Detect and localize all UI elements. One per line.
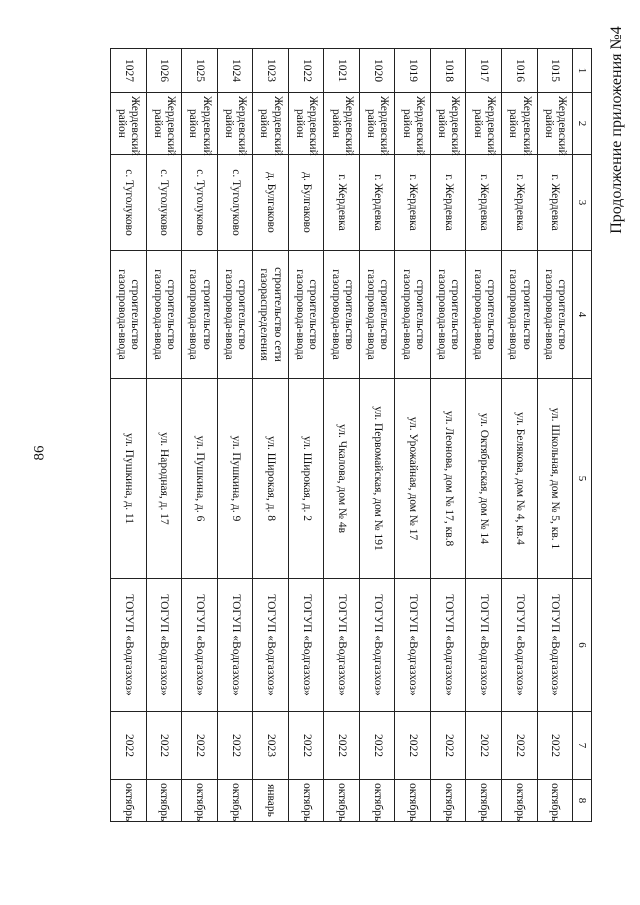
month-cell: январь xyxy=(253,780,289,822)
organization-cell: ТОГУП «Водгазхоз» xyxy=(395,579,431,712)
header-cell: 2 xyxy=(573,93,592,155)
address-cell: ул. Белякова, дом № 4, кв.4 xyxy=(502,379,538,579)
table-body xyxy=(111,49,592,822)
settlement-cell: д. Булгаково xyxy=(253,155,289,251)
table-row xyxy=(359,49,395,822)
work-type-cell: строительство газопровода-ввода xyxy=(395,251,431,379)
organization-cell: ТОГУП «Водгазхоз» xyxy=(502,579,538,712)
settlement-cell: г. Жердевка xyxy=(359,155,395,251)
table-row xyxy=(288,49,324,822)
address-cell: ул. Октябрьская, дом № 14 xyxy=(466,379,502,579)
year-cell: 2022 xyxy=(395,712,431,780)
year-cell: 2022 xyxy=(466,712,502,780)
organization-cell: ТОГУП «Водгазхоз» xyxy=(324,579,360,712)
work-type-cell: строительство газопровода-ввода xyxy=(182,251,218,379)
page-number: 86 xyxy=(31,445,48,461)
address-cell: ул. Урожайная, дом № 17 xyxy=(395,379,431,579)
year-cell: 2022 xyxy=(217,712,253,780)
address-cell: ул. Пушкина, д. 11 xyxy=(111,379,147,579)
settlement-cell: с. Туголуково xyxy=(217,155,253,251)
table-row xyxy=(146,49,182,822)
address-cell: ул. Пушкина, д. 9 xyxy=(217,379,253,579)
settlement-cell: г. Жердевка xyxy=(324,155,360,251)
month-cell: октябрь xyxy=(324,780,360,822)
header-cell: 6 xyxy=(573,579,592,712)
month-cell: октябрь xyxy=(146,780,182,822)
year-cell: 2022 xyxy=(288,712,324,780)
settlement-cell: г. Жердевка xyxy=(430,155,466,251)
year-cell: 2023 xyxy=(253,712,289,780)
row-number-cell: 1020 xyxy=(359,49,395,93)
month-cell: октябрь xyxy=(430,780,466,822)
work-type-cell: строительство газопровода-ввода xyxy=(324,251,360,379)
settlement-cell: г. Жердевка xyxy=(502,155,538,251)
organization-cell: ТОГУП «Водгазхоз» xyxy=(111,579,147,712)
month-cell: октябрь xyxy=(359,780,395,822)
settlement-cell: д. Булгаково xyxy=(288,155,324,251)
table-row xyxy=(324,49,360,822)
table-row xyxy=(430,49,466,822)
district-cell: Жердевский район xyxy=(324,93,360,155)
table-row xyxy=(466,49,502,822)
table-row xyxy=(395,49,431,822)
table-row xyxy=(253,49,289,822)
settlement-cell: г. Жердевка xyxy=(537,155,573,251)
appendix-table xyxy=(110,48,592,822)
table-row xyxy=(111,49,147,822)
table-row xyxy=(182,49,218,822)
table-row xyxy=(502,49,538,822)
work-type-cell: строительство газопровода-ввода xyxy=(430,251,466,379)
table-row xyxy=(537,49,573,822)
row-number-cell: 1019 xyxy=(395,49,431,93)
header-cell: 1 xyxy=(573,49,592,93)
table-row xyxy=(217,49,253,822)
row-number-cell: 1015 xyxy=(537,49,573,93)
row-number-cell: 1025 xyxy=(182,49,218,93)
work-type-cell: строительство газопровода-ввода xyxy=(537,251,573,379)
district-cell: Жердевский район xyxy=(502,93,538,155)
row-number-cell: 1026 xyxy=(146,49,182,93)
district-cell: Жердевский район xyxy=(430,93,466,155)
row-number-cell: 1024 xyxy=(217,49,253,93)
row-number-cell: 1021 xyxy=(324,49,360,93)
address-cell: ул. Чкалова, дом № 4в xyxy=(324,379,360,579)
settlement-cell: с. Туголуково xyxy=(146,155,182,251)
organization-cell: ТОГУП «Водгазхоз» xyxy=(466,579,502,712)
district-cell: Жердевский район xyxy=(395,93,431,155)
header-cell: 4 xyxy=(573,251,592,379)
work-type-cell: строительство газопровода-ввода xyxy=(359,251,395,379)
organization-cell: ТОГУП «Водгазхоз» xyxy=(253,579,289,712)
district-cell: Жердевский район xyxy=(217,93,253,155)
organization-cell: ТОГУП «Водгазхоз» xyxy=(359,579,395,712)
district-cell: Жердевский район xyxy=(146,93,182,155)
work-type-cell: строительство сети газораспределения xyxy=(253,251,289,379)
continuation-title: Продолжение приложения №4 xyxy=(608,26,625,234)
organization-cell: ТОГУП «Водгазхоз» xyxy=(146,579,182,712)
address-cell: ул. Пушкина, д. 6 xyxy=(182,379,218,579)
year-cell: 2022 xyxy=(430,712,466,780)
appendix-table-wrapper xyxy=(110,48,592,821)
district-cell: Жердевский район xyxy=(288,93,324,155)
settlement-cell: с. Туголуково xyxy=(182,155,218,251)
settlement-cell: г. Жердевка xyxy=(395,155,431,251)
header-cell: 3 xyxy=(573,155,592,251)
settlement-cell: г. Жердевка xyxy=(466,155,502,251)
month-cell: октябрь xyxy=(288,780,324,822)
year-cell: 2022 xyxy=(359,712,395,780)
settlement-cell: с. Туголуково xyxy=(111,155,147,251)
header-cell: 8 xyxy=(573,780,592,822)
year-cell: 2022 xyxy=(146,712,182,780)
work-type-cell: строительство газопровода-ввода xyxy=(502,251,538,379)
address-cell: ул. Народная, д. 17 xyxy=(146,379,182,579)
year-cell: 2022 xyxy=(182,712,218,780)
organization-cell: ТОГУП «Водгазхоз» xyxy=(430,579,466,712)
month-cell: октябрь xyxy=(395,780,431,822)
year-cell: 2022 xyxy=(537,712,573,780)
district-cell: Жердевский район xyxy=(253,93,289,155)
month-cell: октябрь xyxy=(502,780,538,822)
district-cell: Жердевский район xyxy=(111,93,147,155)
year-cell: 2022 xyxy=(502,712,538,780)
row-number-cell: 1017 xyxy=(466,49,502,93)
work-type-cell: строительство газопровода-ввода xyxy=(288,251,324,379)
month-cell: октябрь xyxy=(111,780,147,822)
organization-cell: ТОГУП «Водгазхоз» xyxy=(537,579,573,712)
district-cell: Жердевский район xyxy=(359,93,395,155)
district-cell: Жердевский район xyxy=(182,93,218,155)
year-cell: 2022 xyxy=(324,712,360,780)
address-cell: ул. Широкая, д. 8 xyxy=(253,379,289,579)
row-number-cell: 1023 xyxy=(253,49,289,93)
row-number-cell: 1016 xyxy=(502,49,538,93)
month-cell: октябрь xyxy=(217,780,253,822)
header-cell: 7 xyxy=(573,712,592,780)
address-cell: ул. Школьная, дом № 5, кв. 1 xyxy=(537,379,573,579)
work-type-cell: строительство газопровода-ввода xyxy=(466,251,502,379)
work-type-cell: строительство газопровода-ввода xyxy=(217,251,253,379)
year-cell: 2022 xyxy=(111,712,147,780)
address-cell: ул. Леонова, дом № 17, кв.8 xyxy=(430,379,466,579)
header-cell: 5 xyxy=(573,379,592,579)
month-cell: октябрь xyxy=(182,780,218,822)
address-cell: ул. Первомайская, дом № 191 xyxy=(359,379,395,579)
organization-cell: ТОГУП «Водгазхоз» xyxy=(182,579,218,712)
district-cell: Жердевский район xyxy=(466,93,502,155)
work-type-cell: строительство газопровода-ввода xyxy=(146,251,182,379)
district-cell: Жердевский район xyxy=(537,93,573,155)
row-number-cell: 1018 xyxy=(430,49,466,93)
table-header-row xyxy=(573,49,592,822)
address-cell: ул. Широкая, д. 2 xyxy=(288,379,324,579)
work-type-cell: строительство газопровода-ввода xyxy=(111,251,147,379)
row-number-cell: 1022 xyxy=(288,49,324,93)
month-cell: октябрь xyxy=(537,780,573,822)
month-cell: октябрь xyxy=(466,780,502,822)
organization-cell: ТОГУП «Водгазхоз» xyxy=(217,579,253,712)
row-number-cell: 1027 xyxy=(111,49,147,93)
organization-cell: ТОГУП «Водгазхоз» xyxy=(288,579,324,712)
